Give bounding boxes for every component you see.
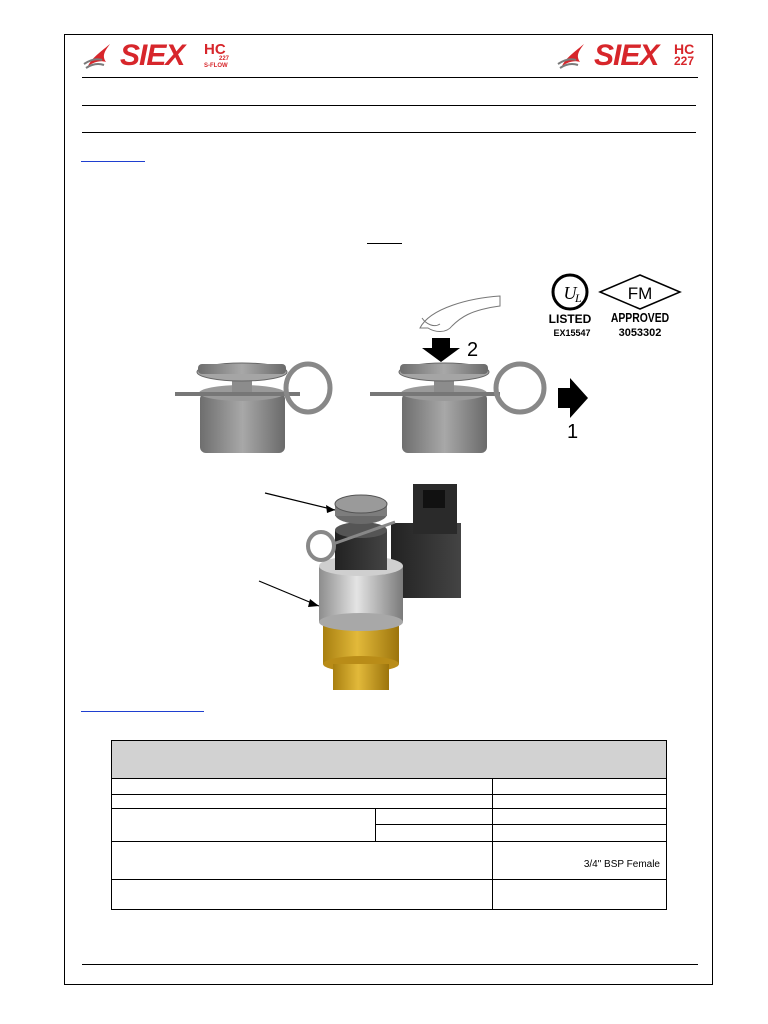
siex-logo-left [82, 40, 242, 72]
logo-word: SIEX [120, 39, 185, 72]
table-cell [112, 809, 376, 841]
table-cell [112, 779, 493, 795]
logo-badge: HC [674, 41, 695, 57]
specification-table [111, 740, 667, 910]
table-header-row [112, 741, 667, 779]
footer-rule [82, 964, 698, 965]
flame-icon [82, 40, 118, 70]
step-1-label: 1 [567, 421, 579, 443]
table-row [112, 841, 667, 879]
hand-press [420, 296, 500, 332]
valve-illustration [195, 478, 585, 700]
ul-label: LISTED [548, 312, 592, 326]
fm-label: APPROVED [610, 310, 670, 325]
section-link-underline[interactable] [81, 711, 204, 712]
logo-badge: HC [204, 41, 226, 58]
ul-code: EX15547 [553, 328, 591, 338]
siex-logo-right [556, 40, 700, 72]
table-cell [112, 879, 493, 909]
table-cell [493, 879, 667, 909]
table-cell [376, 809, 493, 825]
logo-badge-sub: 227 [674, 54, 695, 68]
table-row [112, 879, 667, 909]
fm-approved-mark [598, 273, 682, 343]
text-underline [367, 243, 402, 244]
header-rule [82, 77, 698, 78]
arrow-down-icon [422, 338, 460, 362]
connection-value-cell: 3/4" BSP Female [493, 841, 667, 879]
table-cell [493, 779, 667, 795]
title-rule [82, 132, 696, 133]
manual-actuator-figure [170, 288, 610, 463]
table-cell [493, 809, 667, 825]
valve-assembly-figure [195, 478, 585, 700]
section-link-underline[interactable] [81, 161, 145, 162]
arrow-right-icon [558, 378, 588, 418]
actuator-armed [175, 363, 330, 453]
logo-tagline: S-FLOW [204, 63, 228, 69]
table-cell [493, 795, 667, 809]
table-cell [493, 825, 667, 841]
fm-diamond-icon [598, 273, 682, 311]
table-row [112, 809, 667, 825]
svg-text:U: U [563, 283, 577, 303]
table-cell [112, 795, 493, 809]
svg-text:L: L [575, 291, 582, 305]
logo-word: SIEX [594, 39, 659, 72]
table-cell [112, 841, 493, 879]
actuator-illustration [170, 288, 610, 463]
logo-badge-sub: 227 [219, 56, 230, 62]
table-row [112, 795, 667, 809]
title-rule [82, 105, 696, 106]
flame-icon [556, 40, 592, 70]
table-header-cell [112, 741, 667, 779]
table-cell [376, 825, 493, 841]
step-2-label: 2 [467, 339, 479, 361]
table-row [112, 779, 667, 795]
svg-text:FM: FM [627, 284, 653, 303]
actuator-released [370, 363, 544, 453]
fm-code: 3053302 [618, 327, 662, 339]
